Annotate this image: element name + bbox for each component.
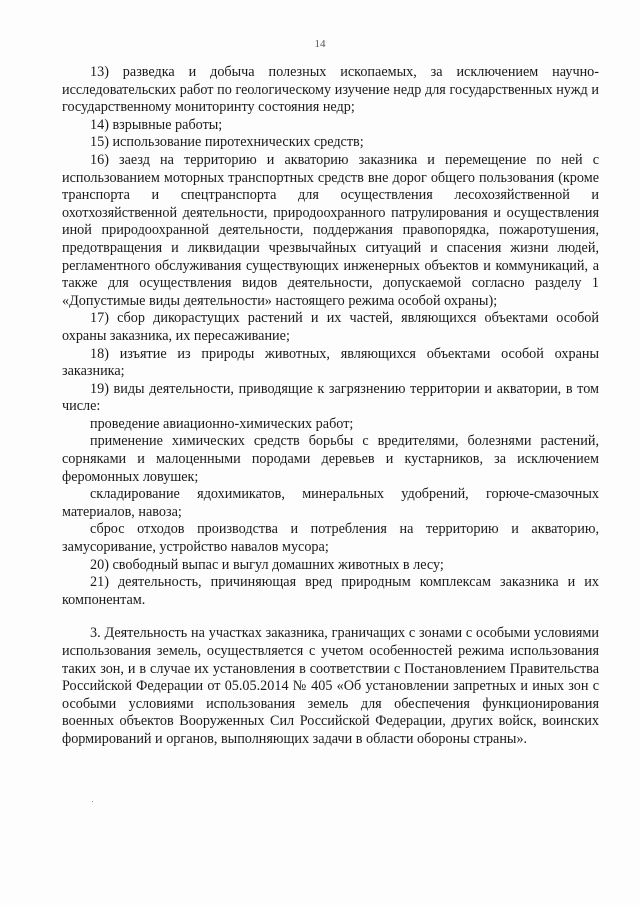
subitem-aviation-chemical: проведение авиационно-химических работ;: [90, 415, 354, 432]
item-16: 16) заезд на территорию и акваторию заказника и перемещение по ней с использованием моторных транспортных средств вне дорог общего пользования (кроме транспорта и спецтранспорта для осуществления лесохозяйственной и охотхозяйственной деятельности, природоохранного патрулирования и осуществления иной природоохранной деятельности, поддержания правопорядка, пожаротушения, предотвращения и ликвидации чрезвычайных ситуаций и спасения жизни людей, регламентного обслуживания существующих инженерных объектов и коммуникаций, а также для осуществления видов деятельности, допускаемой согласно разделу 1 «Допустимые виды деятельности» настоящего режима особой охраны);: [62, 151, 599, 309]
item-17: 17) сбор дикорастущих растений и их частей, являющихся объектами особой охраны заказника, их пересаживание;: [62, 310, 599, 344]
document-body: [62, 64, 599, 749]
subitem-waste-discharge: сброс отходов производства и потребления на территорию и акваторию, замусоривание, устройство навалов мусора;: [62, 521, 599, 556]
item-13: 13) разведка и добыча полезных ископаемых, за исключением научно-исследовательских работ по геологическому изучение недр для государственных нужд и государственному мониторинту состояния недр;: [62, 64, 599, 116]
item-21: 21) деятельность, причиняющая вред природным комплексам заказника и их компонентам.: [62, 574, 599, 608]
item-18: 18) изъятие из природы животных, являющихся объектами особой охраны заказника;: [62, 345, 599, 380]
subitem-chemical-pest-control: применение химических средств борьбы с вредителями, болезнями растений, сорняками и малоценными породами деревьев и кустарников, за исключением феромонных ловушек;: [62, 433, 599, 485]
scan-speck: [92, 801, 93, 802]
item-20: 20) свободный выпас и выгул домашних животных в лесу;: [90, 556, 444, 573]
subitem-storage: складирование ядохимикатов, минеральных удобрений, горюче-смазочных материалов, навоза;: [62, 486, 599, 520]
item-15: 15) использование пиротехнических средств;: [90, 134, 364, 151]
section-3-paragraph: 3. Деятельность на участках заказника, граничащих с зонами с особыми условиями использования земель, осуществляется с учетом особенностей режима использования таких зон, и в случае их установления в соответствии с Постановлением Правительства Российской Федерации от 05.05.2014 № 405 «Об установлении запретных и иных зон с особыми условиями использования земель для обеспечения функционирования военных объектов Вооруженных Сил Российской Федерации, других войск, воинских формирований и органов, выполняющих задачи в области обороны страны».: [62, 625, 599, 747]
item-14: 14) взрывные работы;: [90, 116, 223, 133]
page-number: 14: [314, 38, 326, 50]
item-19: 19) виды деятельности, приводящие к загрязнению территории и акватории, в том числе:: [62, 380, 599, 415]
